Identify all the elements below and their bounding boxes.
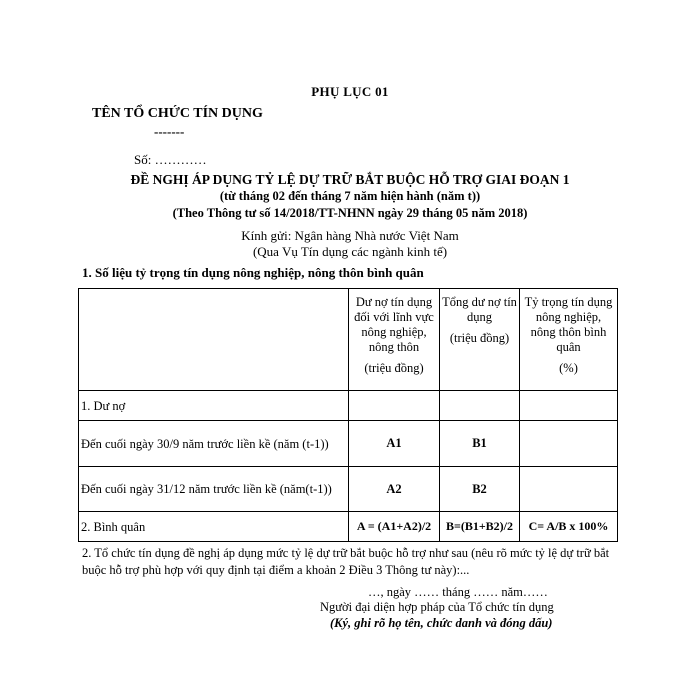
row-value (520, 421, 618, 467)
header-label: Tỷ trọng tín dụng nông nghiệp, nông thôn bình quân (524, 295, 613, 354)
organization-name: TÊN TỔ CHỨC TÍN DỤNG (92, 106, 263, 121)
row-value: A1 (349, 421, 440, 467)
document-number: Số: ………… (134, 152, 207, 167)
addressee: Kính gửi: Ngân hàng Nhà nước Việt Nam (241, 228, 459, 243)
row-value: B2 (440, 467, 520, 512)
header-unit: (triệu đồng) (364, 361, 424, 375)
table-row (79, 421, 618, 467)
table-header-agri-credit (349, 289, 440, 391)
row-value (520, 391, 618, 421)
organization-underline: ------- (154, 124, 185, 139)
header-label: Tổng dư nợ tín dụng (442, 295, 517, 324)
table-header-total-credit (440, 289, 520, 391)
table-header-ratio (520, 289, 618, 391)
row-value (520, 467, 618, 512)
data-table (78, 288, 618, 542)
signature-date: …, ngày …… tháng …… năm…… (368, 585, 548, 599)
table-header-empty (79, 289, 349, 391)
row-label: 1. Dư nợ (79, 391, 349, 421)
section-1-heading: 1. Số liệu tỷ trọng tín dụng nông nghiệp, nông thôn bình quân (82, 265, 424, 280)
document-subtitle-circular: (Theo Thông tư số 14/2018/TT-NHNN ngày 29 tháng 05 năm 2018) (172, 206, 528, 220)
table-row (79, 467, 618, 512)
row-value: B=(B1+B2)/2 (440, 512, 520, 542)
section-2-text: 2. Tổ chức tín dụng đề nghị áp dụng mức tỷ lệ dự trữ bắt buộc hỗ trợ như sau (nêu rõ mức tỷ lệ dự trữ bắt buộc hỗ trợ phù hợp với quy định tại điểm a khoản 2 Điều 3 Thông tư này):... (82, 546, 610, 577)
row-value (349, 391, 440, 421)
row-value: C= A/B x 100% (520, 512, 618, 542)
row-value: B1 (440, 421, 520, 467)
row-label: 2. Bình quân (79, 512, 349, 542)
header-unit: (triệu đồng) (449, 331, 510, 345)
header-label: Dư nợ tín dụng đối với lĩnh vực nông nghiệp, nông thôn (354, 295, 434, 354)
table-row (79, 391, 618, 421)
signature-note: (Ký, ghi rõ họ tên, chức danh và đóng dấu) (330, 616, 553, 630)
row-label: Đến cuối ngày 30/9 năm trước liền kề (năm (t-1)) (79, 421, 349, 467)
row-value: A = (A1+A2)/2 (349, 512, 440, 542)
document-title: ĐỀ NGHỊ ÁP DỤNG TỶ LỆ DỰ TRỮ BẮT BUỘC HỖ TRỢ GIAI ĐOẠN 1 (130, 172, 570, 187)
table-header-row (79, 289, 618, 391)
document-subtitle-period: (từ tháng 02 đến tháng 7 năm hiện hành (năm t)) (219, 189, 481, 203)
row-label: Đến cuối ngày 31/12 năm trước liền kề (năm(t-1)) (79, 467, 349, 512)
addressee-via: (Qua Vụ Tín dụng các ngành kinh tế) (252, 244, 448, 259)
row-value: A2 (349, 467, 440, 512)
header-unit: (%) (559, 361, 578, 375)
appendix-title: PHỤ LỤC 01 (311, 84, 389, 99)
signer-title: Người đại diện hợp pháp của Tổ chức tín dụng (320, 600, 554, 614)
row-value (440, 391, 520, 421)
table-row (79, 512, 618, 542)
